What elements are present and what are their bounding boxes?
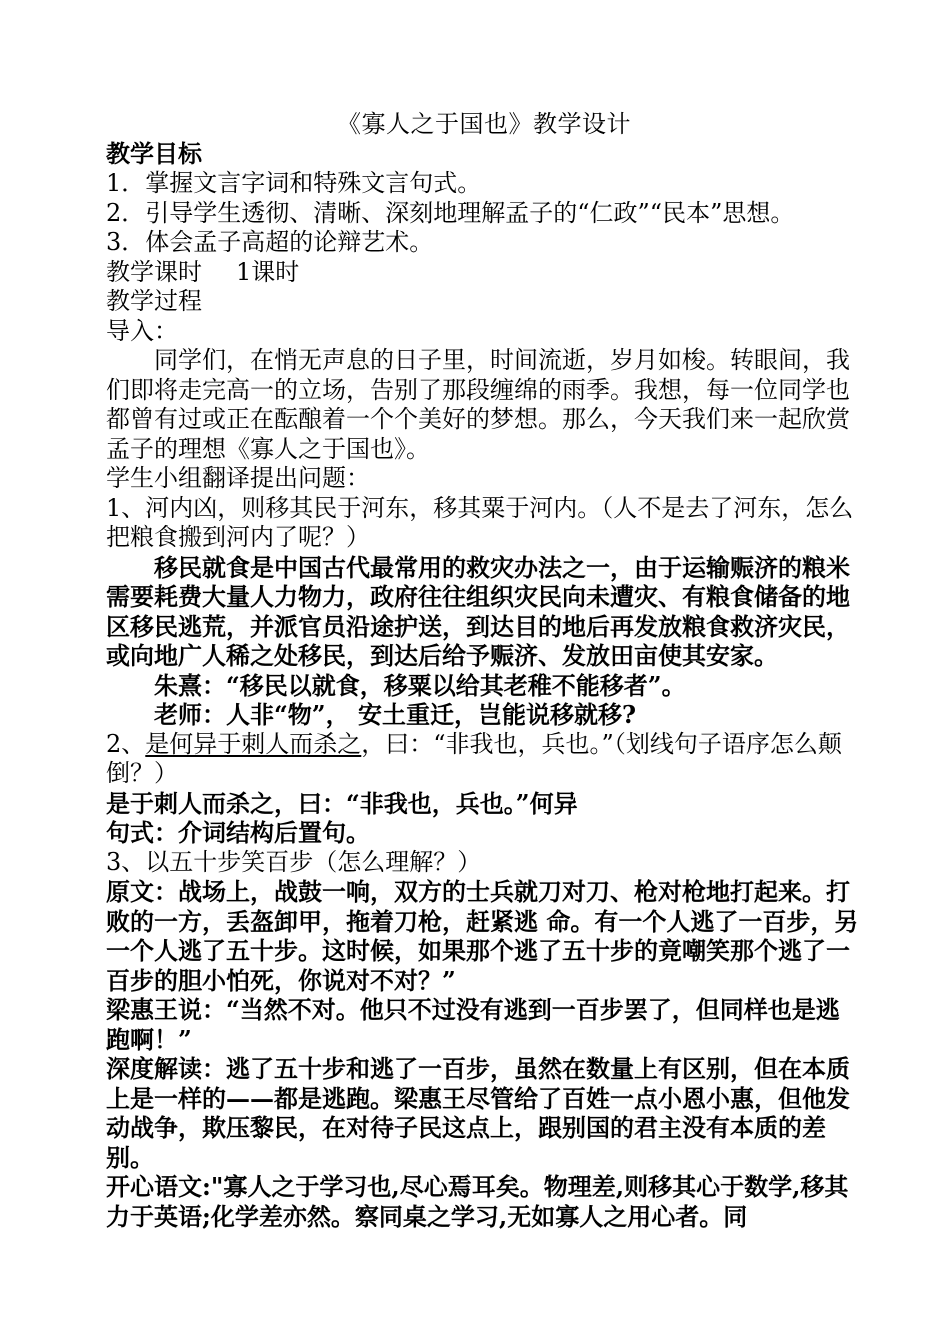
question-2-answer: 是于刺人而杀之，曰：“非我也，兵也。”何异 xyxy=(106,788,578,818)
original-text xyxy=(106,877,862,995)
original-text-part-1: 原文：战场上，战鼓一响，双方的士兵就刀对刀、枪对枪地打起来。打败的一方，丢盔卸甲，拖着刀枪，赶紧逃 xyxy=(106,877,850,936)
group-heading: 学生小组翻译提出问题： xyxy=(106,464,370,492)
intro-paragraph: 同学们，在悄无声息的日子里，时间流逝，岁月如梭。转眼间，我们即将走完高一的立场，告别了那段缠绵的雨季。我想，每一位同学也都曾有过或正在酝酿着一个个美好的梦想。那么，今天我们来一起欣赏孟子的理想《寡人之于国也》。 xyxy=(106,346,850,463)
lesson-hours xyxy=(106,258,862,288)
original-text-part-2: 命。有一个人逃了一百步，另一个人逃了五十步。这时候，如果那个逃了五十步的竟嘲笑那个逃了一百步的胆小怕死，你说对不对？” xyxy=(106,906,859,995)
goal-item-1: 1．掌握文言字词和特殊文言句式。 xyxy=(106,169,482,197)
question-2-rest: ，曰：“非我也，兵也。”（划线句子语序怎么颠倒？） xyxy=(106,729,842,787)
goal-item-3: 3．体会孟子高超的论辩艺术。 xyxy=(106,228,434,256)
document-title: 《寡人之于国也》教学设计 xyxy=(337,110,631,138)
underlined-sentence: 是何异于刺人而杀之 xyxy=(145,729,362,758)
lesson-hours-label: 教学课时 xyxy=(106,257,202,286)
goal-item-2: 2．引导学生透彻、清晰、深刻地理解孟子的“仁政”“民本”思想。 xyxy=(106,198,795,227)
question-3: 3、以五十步笑百步（怎么理解？） xyxy=(106,847,482,876)
process-heading: 教学过程 xyxy=(106,287,202,315)
lesson-hours-value: 1课时 xyxy=(236,257,300,286)
king-reply: 梁惠王说：“当然不对。他只不过没有逃到一百步罢了，但同样也是逃跑啊！” xyxy=(106,995,840,1054)
question-2 xyxy=(106,730,862,789)
question-1: 1、河内凶，则移其民于河东，移其粟于河内。（人不是去了河东，怎么把粮食搬到河内了呢？） xyxy=(106,493,854,551)
question-2-prefix: 2、 xyxy=(106,729,146,758)
intro-heading: 导入： xyxy=(106,316,178,345)
fun-chinese: 开心语文:"寡人之于学习也,尽心焉耳矣。物理差,则移其心于数学,移其力于英语;化学差亦然。察同桌之学习,无如寡人之用心者。同 xyxy=(106,1172,849,1231)
teacher-comment: 老师：人非“物”， 安土重迁，岂能说移就移? xyxy=(154,700,637,729)
question-1-answer: 移民就食是中国古代最常用的救灾办法之一，由于运输赈济的粮米需要耗费大量人力物力，政府往往组织灾民向未遭灾、有粮食储备的地区移民逃荒，并派官员沿途护送，到达目的地后再发放粮食救济灾民，或向地广人稀之处移民，到达后给予赈济、发放田亩使其安家。 xyxy=(106,552,850,670)
deep-reading: 深度解读：逃了五十步和逃了一百步，虽然在数量上有区别，但在本质上是一样的——都是逃跑。梁惠王尽管给了百姓一点小恩小惠，但他发动战争，欺压黎民，在对待子民这点上，跟别国的君主没有本质的差别。 xyxy=(106,1054,850,1172)
goals-heading: 教学目标 xyxy=(106,139,202,168)
sentence-pattern: 句式：介词结构后置句。 xyxy=(106,818,370,847)
zhuxi-quote: 朱熹：“移民以就食，移粟以给其老稚不能移者”。 xyxy=(154,670,686,700)
